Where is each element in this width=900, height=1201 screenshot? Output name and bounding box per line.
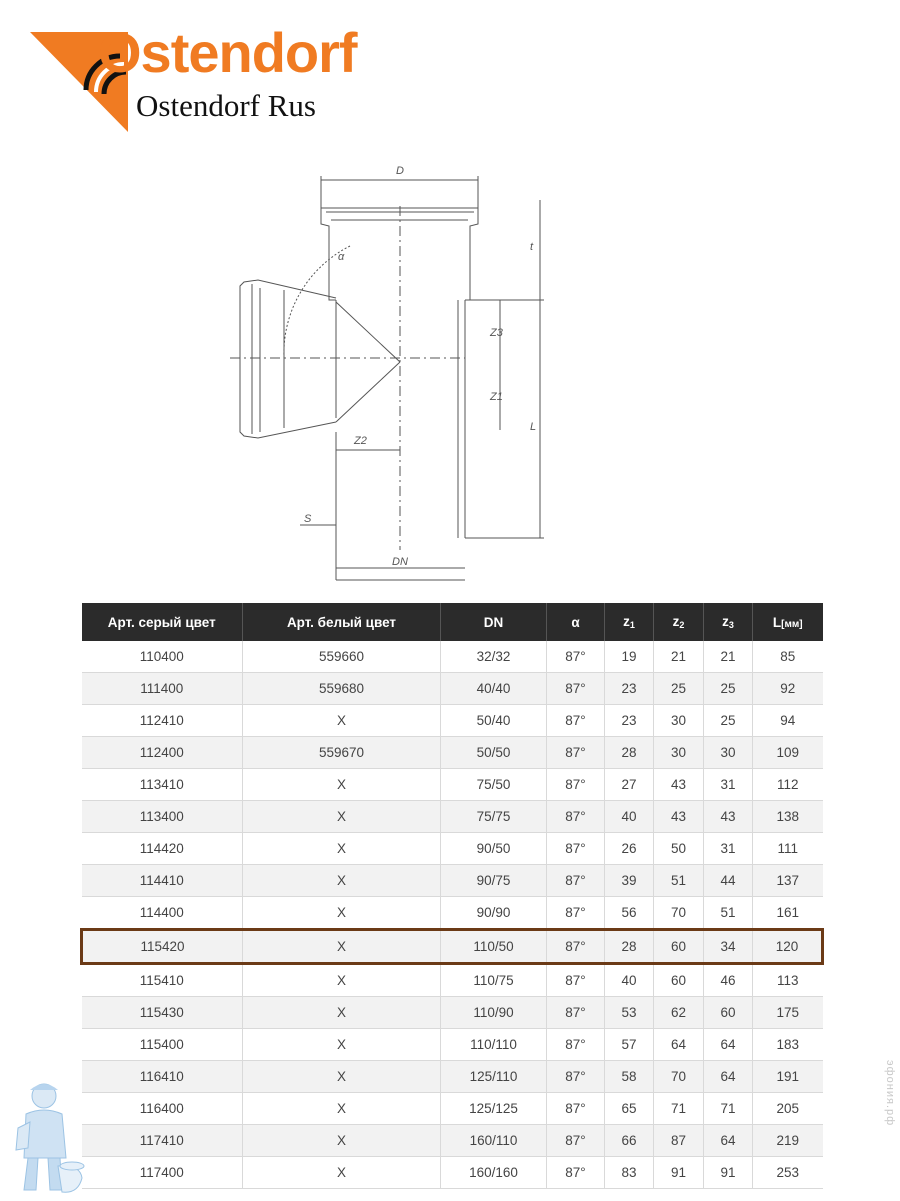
cell-gray: 116410: [82, 1061, 243, 1093]
cell-z1: 23: [605, 705, 654, 737]
table-row: [82, 930, 823, 964]
header-alpha: α: [547, 603, 605, 641]
cell-z2: 60: [654, 930, 704, 964]
header-z1: [605, 603, 654, 641]
cell-gray: 112410: [82, 705, 243, 737]
cell-dn: 125/125: [441, 1093, 547, 1125]
cell-l: 94: [753, 705, 823, 737]
cell-l: 253: [753, 1157, 823, 1189]
cell-gray: 114420: [82, 833, 243, 865]
cell-alpha: 87°: [547, 673, 605, 705]
cell-dn: 50/40: [441, 705, 547, 737]
table-row: [82, 1125, 823, 1157]
cell-z3: 43: [704, 801, 753, 833]
cell-white: X: [243, 964, 441, 997]
cell-alpha: 87°: [547, 833, 605, 865]
drawing-label-z1: Z1: [490, 391, 503, 403]
cell-l: 112: [753, 769, 823, 801]
drawing-label-alpha: α: [338, 251, 345, 263]
header-l-unit: [мм]: [781, 618, 803, 630]
table-row: [82, 641, 823, 673]
cell-dn: 110/75: [441, 964, 547, 997]
cell-l: 109: [753, 737, 823, 769]
cell-dn: 50/50: [441, 737, 547, 769]
cell-l: 183: [753, 1029, 823, 1061]
cell-z2: 30: [654, 705, 704, 737]
cell-white: X: [243, 801, 441, 833]
cell-z3: 25: [704, 705, 753, 737]
table-row: [82, 964, 823, 997]
cell-z3: 34: [704, 930, 753, 964]
cell-z1: 40: [605, 801, 654, 833]
cell-z1: 23: [605, 673, 654, 705]
cell-z1: 53: [605, 997, 654, 1029]
cell-gray: 113400: [82, 801, 243, 833]
cell-z2: 71: [654, 1093, 704, 1125]
cell-white[interactable]: 559660: [243, 641, 441, 673]
cell-z2: 50: [654, 833, 704, 865]
drawing-label-l: L: [530, 421, 537, 433]
cell-gray: 117400: [82, 1157, 243, 1189]
logo-sub-text: Ostendorf Rus: [136, 88, 316, 123]
cell-z2: 51: [654, 865, 704, 897]
cell-z2: 70: [654, 897, 704, 930]
cell-dn: 160/160: [441, 1157, 547, 1189]
cell-dn: 75/75: [441, 801, 547, 833]
cell-gray: 117410: [82, 1125, 243, 1157]
cell-z1: 66: [605, 1125, 654, 1157]
cell-alpha: 87°: [547, 930, 605, 964]
drawing-label-dn: DN: [392, 556, 408, 568]
cell-gray: 110400: [82, 641, 243, 673]
cell-z3: 44: [704, 865, 753, 897]
logo-main-text: Ostendorf: [98, 21, 357, 84]
table-row: [82, 673, 823, 705]
cell-z2: 43: [654, 769, 704, 801]
table-row: [82, 1061, 823, 1093]
header-white-art: Арт. белый цвет: [243, 603, 441, 641]
cell-z1: 26: [605, 833, 654, 865]
cell-z2: 25: [654, 673, 704, 705]
tee-fitting-drawing: [200, 150, 620, 590]
cell-z3: 64: [704, 1125, 753, 1157]
spec-table-body: [82, 641, 823, 1189]
cell-z1: 28: [605, 737, 654, 769]
cell-z3: 60: [704, 997, 753, 1029]
table-row: [82, 1029, 823, 1061]
cell-dn: 125/110: [441, 1061, 547, 1093]
cell-gray: 116400: [82, 1093, 243, 1125]
table-row: [82, 801, 823, 833]
table-row: [82, 737, 823, 769]
table-row: [82, 1157, 823, 1189]
cell-l: 120: [753, 930, 823, 964]
drawing-label-s: S: [304, 513, 312, 525]
cell-white: X: [243, 930, 441, 964]
header-z2-letter: z: [672, 614, 680, 629]
drawing-label-z2: Z2: [354, 435, 367, 447]
cell-white: X: [243, 1029, 441, 1061]
cell-alpha: 87°: [547, 964, 605, 997]
cell-l: 92: [753, 673, 823, 705]
cell-alpha: 87°: [547, 865, 605, 897]
cell-z1: 57: [605, 1029, 654, 1061]
cell-dn: 90/50: [441, 833, 547, 865]
cell-l: 111: [753, 833, 823, 865]
cell-dn: 110/50: [441, 930, 547, 964]
cell-alpha: 87°: [547, 769, 605, 801]
cell-dn: 32/32: [441, 641, 547, 673]
cell-z3: 46: [704, 964, 753, 997]
cell-z3: 31: [704, 769, 753, 801]
cell-white[interactable]: 559670: [243, 737, 441, 769]
header-l: [753, 603, 823, 641]
header-z1-sub: 1: [629, 620, 635, 630]
cell-gray: 114400: [82, 897, 243, 930]
cell-dn: 40/40: [441, 673, 547, 705]
cell-z1: 39: [605, 865, 654, 897]
cell-l: 161: [753, 897, 823, 930]
cell-z2: 60: [654, 964, 704, 997]
table-row: [82, 833, 823, 865]
cell-l: 137: [753, 865, 823, 897]
header-l-letter: L: [772, 614, 782, 630]
cell-dn: 110/110: [441, 1029, 547, 1061]
header-z3-letter: z: [722, 614, 729, 629]
cell-gray: 113410: [82, 769, 243, 801]
tee-drawing-icon: [200, 150, 620, 590]
cell-white: X: [243, 1125, 441, 1157]
header-gray-art: Арт. серый цвет: [82, 603, 243, 641]
cell-z1: 58: [605, 1061, 654, 1093]
header-z3-sub: 3: [728, 620, 734, 630]
cell-white[interactable]: 559680: [243, 673, 441, 705]
cell-z1: 40: [605, 964, 654, 997]
cell-dn: 110/90: [441, 997, 547, 1029]
cell-z1: 56: [605, 897, 654, 930]
cell-white: X: [243, 769, 441, 801]
cell-l: 205: [753, 1093, 823, 1125]
cell-gray: 114410: [82, 865, 243, 897]
cell-gray: 115420: [82, 930, 243, 964]
cell-l: 138: [753, 801, 823, 833]
cell-l: 175: [753, 997, 823, 1029]
cell-white: X: [243, 833, 441, 865]
cell-alpha: 87°: [547, 1061, 605, 1093]
cell-z3: 91: [704, 1157, 753, 1189]
cell-l: 85: [753, 641, 823, 673]
cell-z3: 25: [704, 673, 753, 705]
table-row: [82, 769, 823, 801]
cell-alpha: 87°: [547, 705, 605, 737]
cell-z3: 21: [704, 641, 753, 673]
cell-gray: 115400: [82, 1029, 243, 1061]
cell-dn: 75/50: [441, 769, 547, 801]
cell-dn: 90/90: [441, 897, 547, 930]
cell-white: X: [243, 1093, 441, 1125]
table-header-row: [82, 603, 823, 641]
drawing-label-z3: Z3: [490, 327, 503, 339]
cell-z3: 64: [704, 1061, 753, 1093]
cell-alpha: 87°: [547, 801, 605, 833]
cell-l: 113: [753, 964, 823, 997]
cell-l: 219: [753, 1125, 823, 1157]
cell-z1: 19: [605, 641, 654, 673]
cell-gray[interactable]: 115430: [82, 997, 243, 1029]
cell-gray: 115410: [82, 964, 243, 997]
cell-white: X: [243, 997, 441, 1029]
cell-alpha: 87°: [547, 1125, 605, 1157]
cell-z2: 91: [654, 1157, 704, 1189]
cell-z3: 30: [704, 737, 753, 769]
cell-white: X: [243, 705, 441, 737]
cell-z2: 62: [654, 997, 704, 1029]
cell-z1: 83: [605, 1157, 654, 1189]
cell-z3: 71: [704, 1093, 753, 1125]
site-watermark: эфония.рф: [884, 1060, 896, 1127]
header-dn: DN: [441, 603, 547, 641]
cell-white: X: [243, 897, 441, 930]
plumber-mascot: [8, 1078, 88, 1196]
cell-white: X: [243, 1061, 441, 1093]
cell-z2: 70: [654, 1061, 704, 1093]
header-z2-sub: 2: [679, 620, 685, 630]
header-z3: [704, 603, 753, 641]
table-row: [82, 1093, 823, 1125]
drawing-label-d: D: [396, 165, 404, 177]
table-row: [82, 705, 823, 737]
plumber-mascot-icon: [8, 1078, 88, 1196]
cell-z2: 21: [654, 641, 704, 673]
cell-z3: 64: [704, 1029, 753, 1061]
cell-z2: 64: [654, 1029, 704, 1061]
header-z2: [654, 603, 704, 641]
cell-alpha: 87°: [547, 1093, 605, 1125]
cell-alpha: 87°: [547, 997, 605, 1029]
cell-z2: 43: [654, 801, 704, 833]
cell-alpha: 87°: [547, 737, 605, 769]
cell-white: X: [243, 1157, 441, 1189]
cell-alpha: 87°: [547, 1157, 605, 1189]
cell-alpha: 87°: [547, 1029, 605, 1061]
ostendorf-logo: [28, 21, 388, 136]
table-row: [82, 897, 823, 930]
table-row: [82, 997, 823, 1029]
cell-alpha: 87°: [547, 897, 605, 930]
cell-z1: 65: [605, 1093, 654, 1125]
cell-gray: 112400: [82, 737, 243, 769]
table-row: [82, 865, 823, 897]
cell-z2: 30: [654, 737, 704, 769]
cell-dn: 160/110: [441, 1125, 547, 1157]
cell-z1: 28: [605, 930, 654, 964]
cell-z3: 51: [704, 897, 753, 930]
cell-dn: 90/75: [441, 865, 547, 897]
header-z1-letter: z: [623, 614, 630, 629]
cell-l: 191: [753, 1061, 823, 1093]
cell-gray: 111400: [82, 673, 243, 705]
cell-z2: 87: [654, 1125, 704, 1157]
cell-z3: 31: [704, 833, 753, 865]
cell-z1: 27: [605, 769, 654, 801]
cell-alpha: 87°: [547, 641, 605, 673]
cell-white: X: [243, 865, 441, 897]
spec-table: [80, 603, 824, 1189]
drawing-label-t: t: [530, 241, 534, 253]
